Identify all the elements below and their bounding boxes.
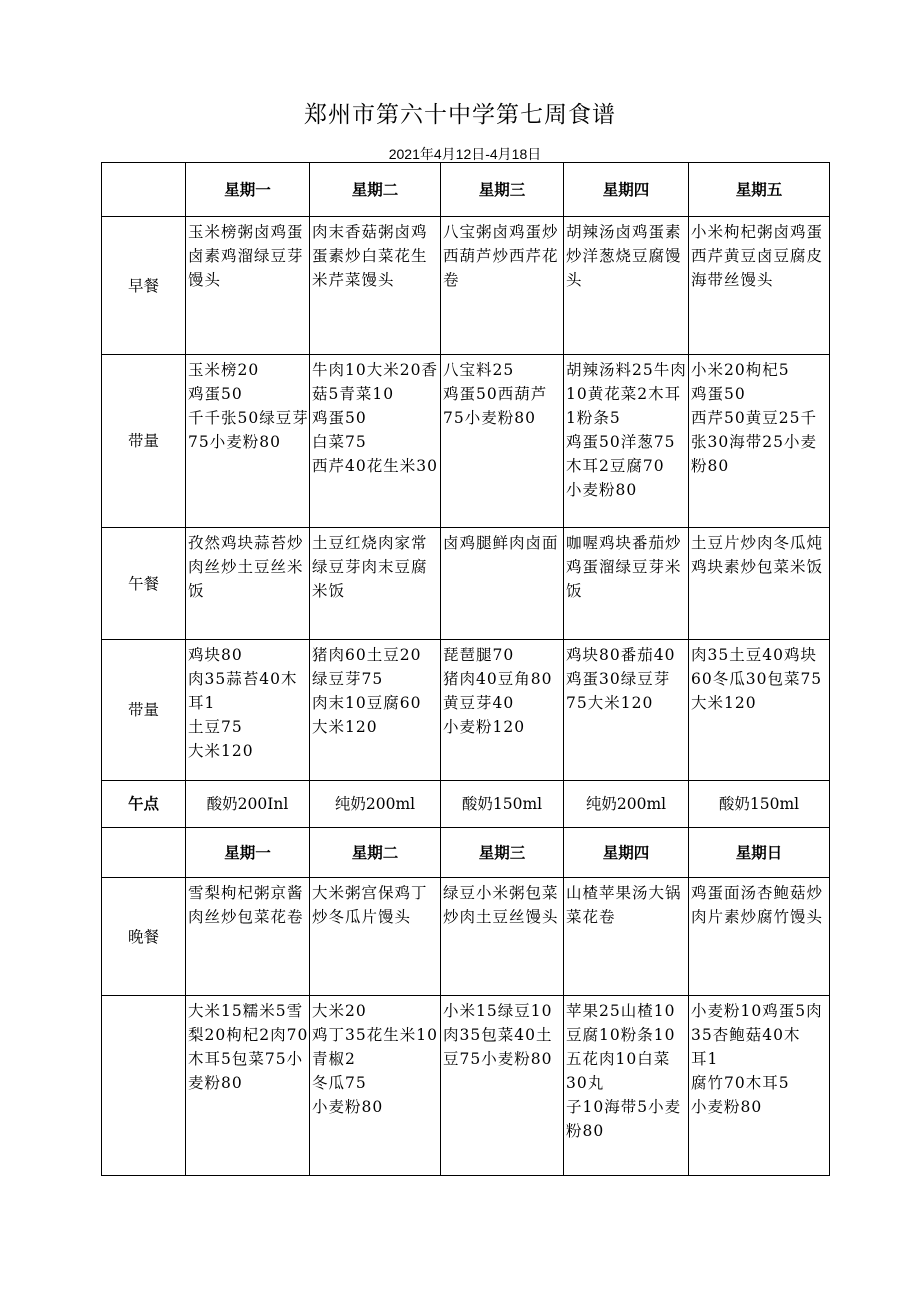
breakfast-amount-cell [441,355,564,528]
weekday-header: 星期五 [689,163,830,217]
dinner-dish-cell [186,878,310,996]
lunch-amount-cell [441,640,564,781]
breakfast-amount-label: 带量 [102,355,186,528]
amount-text: 胡辣汤料25牛肉10黄花菜2木耳1粉条5 鸡蛋50洋葱75木耳2豆腐70 小麦粉80 [566,361,687,499]
breakfast-amount-cell [186,355,310,528]
lunch-amount-cell [186,640,310,781]
corner-cell [102,163,186,217]
weekday-header: 星期日 [689,828,830,878]
dish-text: 卤鸡腿鲜肉卤面 [443,534,559,552]
amount-text: 小米20枸杞5 鸡蛋50 西芹50黄豆25千张30海带25小麦粉80 [691,361,817,475]
breakfast-dish-cell [186,217,310,355]
amount-text: 苹果25山楂10豆腐10粉条10五花肉10白菜30丸 子10海带5小麦粉80 [566,1002,682,1140]
breakfast-dish-cell [441,217,564,355]
amount-text: 小麦粉10鸡蛋5肉35杏鲍菇40木 耳1 腐竹70木耳5 小麦粉80 [691,1002,823,1116]
dinner-amount-label [102,996,186,1176]
breakfast-dish-cell [310,217,441,355]
lunch-row [102,528,830,640]
lunch-amount-cell [310,640,441,781]
dish-text: 山楂苹果汤大锅菜花卷 [566,884,682,926]
dish-text: 咖喔鸡块番茄炒鸡蛋溜绿豆芽米饭 [566,534,682,600]
lunch-dish-cell [310,528,441,640]
dinner-label: 晚餐 [102,878,186,996]
dinner-dish-cell [310,878,441,996]
corner-cell [102,828,186,878]
snack-cell: 酸奶150ml [689,781,830,828]
lunch-dish-cell [689,528,830,640]
lunch-amount-row [102,640,830,781]
amount-text: 玉米榜20 鸡蛋50 千千张50绿豆芽75小麦粉80 [188,361,309,451]
lunch-dish-cell [441,528,564,640]
amount-text: 牛肉10大米20香 菇5青菜10 鸡蛋50 白菜75 西芹40花生米30 [312,361,438,475]
snack-label: 午点 [102,781,186,828]
dish-text: 孜然鸡块蒜苔炒肉丝炒土豆丝米饭 [188,534,304,600]
dish-text: 肉末香菇粥卤鸡蛋素炒白菜花生米芹菜馒头 [312,223,428,289]
dish-text: 大米粥宫保鸡丁炒冬瓜片馒头 [312,884,428,926]
dish-text: 玉米榜粥卤鸡蛋卤素鸡溜绿豆芽馒头 [188,223,304,289]
dish-text: 土豆片炒肉冬瓜炖鸡块素炒包菜米饭 [691,534,824,576]
lunch-label: 午餐 [102,528,186,640]
weekday-header: 星期三 [441,828,564,878]
dinner-dish-cell [689,878,830,996]
lunch-dish-cell [186,528,310,640]
dinner-amount-cell [186,996,310,1176]
weekday-header: 星期四 [564,163,689,217]
lunch-amount-cell [564,640,689,781]
dish-text: 绿豆小米粥包菜炒肉土豆丝馒头 [443,884,559,926]
amount-text: 小米15绿豆10肉35包菜40土豆75小麦粉80 [443,1002,553,1068]
snack-row [102,781,830,828]
weekday-header: 星期一 [186,163,310,217]
weekday-header: 星期二 [310,163,441,217]
breakfast-label: 早餐 [102,217,186,355]
weekday-header: 星期三 [441,163,564,217]
breakfast-amount-cell [564,355,689,528]
dinner-amount-cell [689,996,830,1176]
snack-cell: 酸奶150ml [441,781,564,828]
date-range: 2021年4月12日-4月18日 [388,146,542,162]
breakfast-row [102,217,830,355]
weekday-header-row-dinner [102,828,830,878]
dish-text: 土豆红烧肉家常绿豆芽肉末豆腐米饭 [312,534,428,600]
breakfast-amount-row [102,355,830,528]
lunch-amount-cell [689,640,830,781]
amount-text: 大米20 鸡丁35花生米10 青椒2 冬瓜75 小麦粉80 [312,1002,438,1116]
snack-cell: 纯奶200ml [310,781,441,828]
dinner-amount-cell [310,996,441,1176]
menu-table [101,162,830,1176]
lunch-dish-cell [564,528,689,640]
amount-text: 大米15糯米5雪梨20枸杞2肉70木耳5包菜75小麦粉80 [188,1002,309,1092]
dinner-row [102,878,830,996]
amount-text: 鸡块80 肉35蒜苔40木 耳1 土豆75 大米120 [188,646,298,760]
weekday-header: 星期一 [186,828,310,878]
snack-cell: 酸奶200Inl [186,781,310,828]
dinner-amount-cell [441,996,564,1176]
dish-text: 鸡蛋面汤杏鲍菇炒肉片素炒腐竹馒头 [691,884,824,926]
amount-text: 琵琶腿70 猪肉40豆角80 黄豆芽40 小麦粉120 [443,646,553,736]
weekday-header-row [102,163,830,217]
snack-cell: 纯奶200ml [564,781,689,828]
amount-text: 鸡块80番茄40 鸡蛋30绿豆芽75大米120 [566,646,676,712]
weekday-header: 星期二 [310,828,441,878]
breakfast-dish-cell [564,217,689,355]
breakfast-amount-cell [310,355,441,528]
amount-text: 八宝料25 鸡蛋50西葫芦75小麦粉80 [443,361,548,427]
lunch-amount-label: 带量 [102,640,186,781]
dish-text: 胡辣汤卤鸡蛋素炒洋葱烧豆腐馒头 [566,223,682,289]
dish-text: 雪梨枸杞粥京酱肉丝炒包菜花卷 [188,884,304,926]
breakfast-amount-cell [689,355,830,528]
dinner-dish-cell [441,878,564,996]
dinner-dish-cell [564,878,689,996]
dish-text: 小米枸杞粥卤鸡蛋西芹黄豆卤豆腐皮海带丝馒头 [691,223,824,289]
amount-text: 猪肉60土豆20 绿豆芽75 肉末10豆腐60 大米120 [312,646,422,736]
dinner-amount-row [102,996,830,1176]
dish-text: 八宝粥卤鸡蛋炒西葫芦炒西芹花卷 [443,223,559,289]
dinner-amount-cell [564,996,689,1176]
breakfast-dish-cell [689,217,830,355]
page-title: 郑州市第六十中学第七周食谱 [304,102,616,128]
amount-text: 肉35土豆40鸡块60冬瓜30包菜75大米120 [691,646,823,712]
weekday-header: 星期四 [564,828,689,878]
